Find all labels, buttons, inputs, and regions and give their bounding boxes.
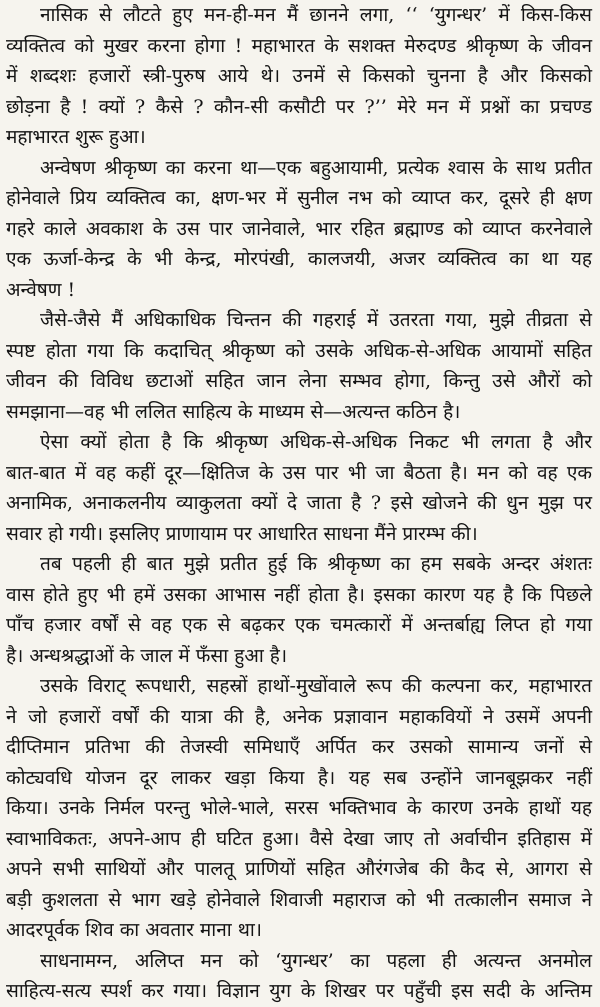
text-line: आदरपूर्वक शिव का अवतार माना था। [6,919,262,941]
text-line: समझाना—वह भी ललित साहित्य के माध्यम से—अत्यन्त कठिन है। [6,400,461,423]
text-line: छोड़ना है ! क्यों ? कैसे ? कौन-सी कसौटी पर ?’’ मेरे मन में प्रश्नों का प्रचण्ड [6,95,592,118]
text-line: अन्वेषण श्रीकृष्ण का करना था—एक बहुआयामी, प्रत्येक श्वास के साथ प्रतीत [40,156,592,179]
text-line: किया। उनके निर्मल परन्तु भोले-भाले, सरस भक्तिभाव के कारण उनके हाथों यह [6,797,592,819]
text-line: ऐसा क्यों होता है कि श्रीकृष्ण अधिक-से-अधिक निकट भी लगता है और [40,431,592,453]
text-line: जीवन की विविध छटाओं सहित जान लेना सम्भव होगा, किन्तु उसे औरों को [6,370,592,392]
text-line: एक ऊर्जा-केन्द्र के भी केन्द्र, मोरपंखी, कालजयी, अजर व्यक्तित्व का था यह [6,248,592,270]
text-line: पाँच हजार वर्षों से वह एक से बढ़कर एक चमत्कारों में अन्तर्बाह्य लिप्त हो गया [6,614,592,636]
text-line: ने जो हजारों वर्षों की यात्रा की है, अनेक प्रज्ञावान महाकवियों ने उसमें अपनी [6,705,592,728]
paragraph-1 [6,0,592,153]
text-line: महाभारत शुरू हुआ। [6,126,146,148]
text-line: कोट्यवधि योजन दूर लाकर खड़ा किया है। यह सब उन्होंने जानबूझकर नहीं [6,766,592,789]
paragraph-6 [6,671,592,946]
text-line: होनेवाले प्रिय व्यक्तित्व का, क्षण-भर में सुनील नभ को व्याप्त कर, दूसरे ही क्षण [6,187,592,209]
text-line: स्पष्ट होता गया कि कदाचित् श्रीकृष्ण को उसके अधिक-से-अधिक आयामों सहित [6,339,592,362]
text-line: अपने सभी साथियों और पालतू प्राणियों सहित औरंगजेब की कैद से, आगरा से [6,858,592,880]
text-line: तब पहली ही बात मुझे प्रतीत हुई कि श्रीकृष्ण का हम सबके अन्दर अंशतः [40,553,592,575]
text-line: अनामिक, अनाकलनीय व्याकुलता क्यों दे जाता है ? इसे खोजने की धुन मुझ पर [6,492,592,514]
text-line: स्वाभाविकतः, अपने-आप ही घटित हुआ। वैसे देखा जाए तो अर्वाचीन इतिहास में [6,827,592,850]
text-line: अन्वेषण ! [6,278,76,301]
text-line: उसके विराट् रूपधारी, सहस्रों हाथों-मुखोंवाले रूप की कल्पना कर, महाभारत [40,675,592,697]
text-line: साधनामग्न, अलिप्त मन को ‘युगन्धर’ का पहला ही अत्यन्त अनमोल [40,949,592,972]
paragraph-4 [6,427,592,549]
text-line: बड़ी कुशलता से भाग खड़े होनेवाले शिवाजी महाराज को भी तत्कालीन समाज ने [6,888,592,911]
text-line: जैसे-जैसे मैं अधिकाधिक चिन्तन की गहराई में उतरता गया, मुझे तीव्रता से [40,309,592,331]
paragraph-7 [6,946,592,1007]
text-line: साहित्य-सत्य स्पर्श कर गया। विज्ञान युग के शिखर पर पहुँची इस सदी के अन्तिम [6,980,592,1002]
text-line: वास होते हुए भी हमें उसका आभास नहीं होता है। इसका कारण यह है कि पिछले [6,583,592,606]
paragraph-2 [6,153,592,306]
paragraph-3 [6,305,592,427]
paragraph-5 [6,549,592,671]
text-line: सवार हो गयी। इसलिए प्राणायाम पर आधारित साधना मैंने प्रारम्भ की। [6,522,478,545]
text-line: व्यक्तित्व को मुखर करना होगा ! महाभारत के सशक्त मेरुदण्ड श्रीकृष्ण के जीवन [6,34,592,57]
text-line: दीप्तिमान प्रतिभा की तेजस्वी समिधाएँ अर्पित कर उसको सामान्य जनों से [6,736,592,758]
text-line: बात-बात में वह कहीं दूर—क्षितिज के उस पार भी जा बैठता है। मन को वह एक [6,461,592,484]
text-line: गहरे काले अवकाश के उस पार जानेवाले, भार रहित ब्रह्माण्ड को व्याप्त करनेवाले [6,217,592,240]
text-line: नासिक से लौटते हुए मन-ही-मन मैं छानने लगा, ‘‘ ‘युगन्धर’ में किस-किस [40,4,592,26]
text-line: है। अन्धश्रद्धाओं के जाल में फँसा हुआ है। [6,644,288,667]
text-line: में शब्दशः हजारों स्त्री-पुरुष आये थे। उनमें से किसको चुनना है और किसको [6,65,592,87]
